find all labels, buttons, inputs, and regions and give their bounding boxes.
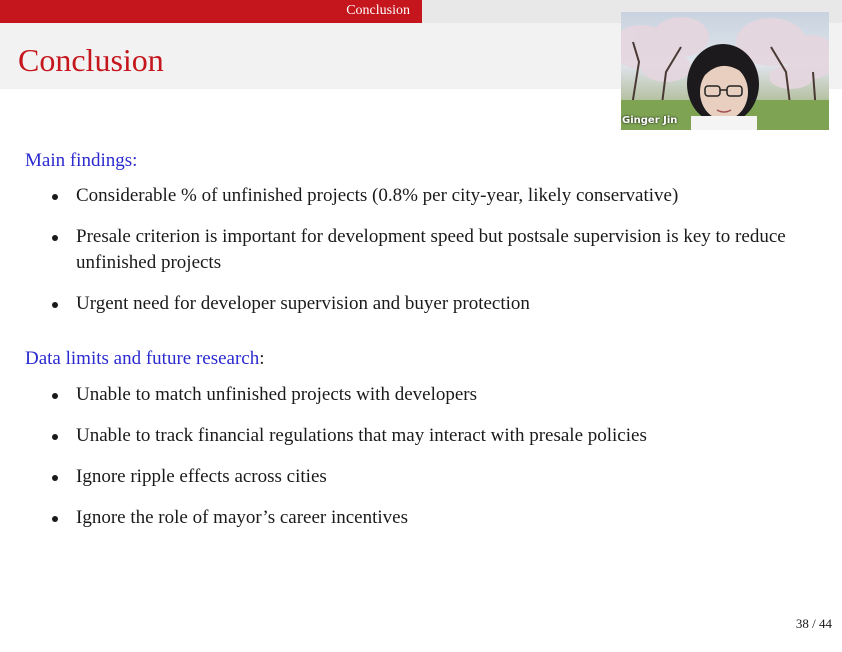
limits-heading-text: Data limits and future research xyxy=(25,348,260,369)
section-label: Conclusion xyxy=(346,3,410,18)
limits-list xyxy=(52,382,812,531)
bullet-icon xyxy=(52,516,58,522)
main-findings-list xyxy=(52,183,812,317)
list-item-text: Ignore the role of mayor’s career incentives xyxy=(76,507,408,528)
bullet-icon xyxy=(52,194,58,200)
list-item-text: Unable to track financial regulations that may interact with presale policies xyxy=(76,425,647,446)
video-feed-image xyxy=(621,12,829,130)
list-item-text: Urgent need for developer supervision and buyer protection xyxy=(76,293,530,314)
main-findings-heading-text: Main findings: xyxy=(25,150,138,171)
list-item xyxy=(52,382,812,408)
list-item xyxy=(52,224,812,276)
bullet-icon xyxy=(52,393,58,399)
main-findings-heading xyxy=(25,150,137,172)
list-item-text: Presale criterion is important for development speed but postsale supervision is key to reduce unfinished projects xyxy=(76,226,786,273)
list-item-text: Unable to match unfinished projects with developers xyxy=(76,384,478,405)
list-item-text: Ignore ripple effects across cities xyxy=(76,466,327,487)
limits-heading-colon: : xyxy=(259,348,265,369)
list-item xyxy=(52,183,812,209)
limits-heading xyxy=(25,348,265,370)
participant-name-label: Ginger Jin xyxy=(622,115,678,126)
slide-title: Conclusion xyxy=(18,42,164,78)
bullet-icon xyxy=(52,475,58,481)
bullet-icon xyxy=(52,434,58,440)
list-item-text: Considerable % of unfinished projects (0.8% per city-year, likely conservative) xyxy=(76,185,679,206)
section-indicator[interactable] xyxy=(0,0,422,23)
list-item xyxy=(52,505,812,531)
list-item xyxy=(52,291,812,317)
participant-video-tile[interactable] xyxy=(621,12,829,130)
list-item xyxy=(52,464,812,490)
list-item xyxy=(52,423,812,449)
bullet-icon xyxy=(52,302,58,308)
bullet-icon xyxy=(52,235,58,241)
page-number: 38 / 44 xyxy=(795,616,832,631)
